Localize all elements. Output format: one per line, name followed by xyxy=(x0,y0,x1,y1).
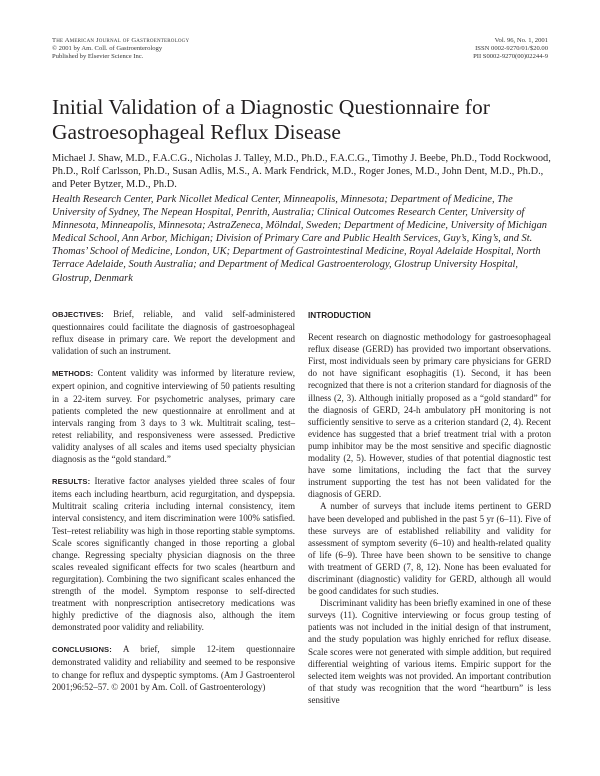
introduction-column xyxy=(308,308,551,706)
publisher-line: Published by Elsevier Science Inc. xyxy=(52,53,144,61)
objectives-text: Brief, reliable, and valid self-administered questionnaires could facilitate the diagnosis of gastroesophageal reflux disease in primary care. We report the development and validation of such an instrument. xyxy=(52,309,295,357)
results-label: RESULTS: xyxy=(52,477,91,487)
abstract-results xyxy=(52,475,295,633)
abstract-methods xyxy=(52,367,295,465)
author-list: Michael J. Shaw, M.D., F.A.C.G., Nicholas J. Talley, M.D., Ph.D., F.A.C.G., Timothy J. Beebe, Ph.D., Todd Rockwood, Ph.D., Rolf Carlsson, Ph.D., Susan Adlis, M.S., A. Mark Fendrick, M.D., Roger Jones, M.D., John Dent, M.D., Ph.D., and Peter Bytzer, M.D., Ph.D. xyxy=(52,153,551,191)
results-text: Iterative factor analyses yielded three scales of four items each including heartburn, acid regurgitation, and dyspepsia. Multitrait scaling criteria including internal consistency, item interval consistency, and item discrimination were 100% satisfied. Test–retest reliability was high in those reporting stable symptoms. Scale scores significantly changed in those reporting a global change. Regressing specialty physician diagnosis on the three scales revealed significant effects for two scales (heartburn and regurgitation). Combining the two significant scales enhanced the strength of the model. Symptom response to self-directed treatment with nonprescription antisecretory medications was highly predictive of the diagnosis also, although the item demonstrated poor validity and reliability. xyxy=(52,476,295,633)
abstract-conclusions xyxy=(52,643,295,692)
methods-text: Content validity was informed by literature review, expert opinion, and cognitive interviewing of 50 patients resulting in a 22-item survey. For psychometric analyses, primary care patients completed the new questionnaire at enrollment and at intervals ranging from 3 days to 3 wk. Multitrait scaling, test–retest reliability, and responsiveness were assessed. Predictive validity analyses of all scales and items used specialty physician diagnosis as the “gold standard.” xyxy=(52,368,295,465)
abstract-objectives xyxy=(52,308,295,357)
intro-paragraph: A number of surveys that include items pertinent to GERD have been developed and published in the past 5 yr (6–11). Five of these surveys are of established reliability and validity for assessment of symptom severity (6–10) and health-related quality of life (6–9). Three have been shown to be sensitive to change with treatment of GERD (7, 8, 12). None has been evaluated for discriminant (diagnostic) validity for GERD, although all would be good candidates for such studies. xyxy=(308,501,551,597)
volume-line: Vol. 96, No. 1, 2001 xyxy=(494,37,548,44)
conclusions-label: CONCLUSIONS: xyxy=(52,645,112,655)
abstract-column xyxy=(52,308,295,703)
intro-paragraph: Discriminant validity has been briefly examined in one of these surveys (11). Cognitive interviewing or focus group testing of patients was not included in the initial design of that instrument, and the study population was highly enriched for reflux disease. Scale scores were not generated with simple addition, but required differential weighting of various items. Empiric support for the selected item weights was not provided. An important contribution of that study was recognition that the word “heartburn” is less sensitive xyxy=(308,598,551,705)
pii-line: PII S0002-9270(00)02244-9 xyxy=(473,53,548,61)
methods-label: METHODS: xyxy=(52,369,94,379)
intro-paragraph: Recent research on diagnostic methodology for gastroesophageal reflux disease (GERD) has provided two important observations. First, most individuals seen by primary care physicians for GERD do not have significant esophagitis (1). Second, it has been recognized that there is not a criterion standard for diagnosis of the illness (2, 3). Although initially proposed as a “gold standard” for the diagnosis of GERD, 24-h ambulatory pH monitoring is not sufficiently sensitive to serve as a criterion standard (2, 4). Recent evidence has suggested that a brief treatment trial with a proton pump inhibitor may be the most sensitive and specific diagnostic modality (2, 5). However, studies of that potential diagnostic test have some limitations, including the fact that the survey instrument supporting the test has not been validated for the diagnosis of GERD. xyxy=(308,332,551,500)
copyright-line: © 2001 by Am. Coll. of Gastroenterology xyxy=(52,45,163,53)
journal-header-left xyxy=(52,37,189,62)
objectives-label: OBJECTIVES: xyxy=(52,310,104,319)
conclusions-text: A brief, simple 12-item questionnaire demonstrated validity and reliability and seemed to be responsive to change for reflux and dyspeptic symptoms. (Am J Gastroenterol 2001;96:52–57. © 2001 by Am. Coll. of Gastroenterology) xyxy=(52,644,296,692)
article-title: Initial Validation of a Diagnostic Questionnaire for Gastroesophageal Reflux Disease xyxy=(52,95,490,144)
affiliations: Health Research Center, Park Nicollet Medical Center, Minneapolis, Minnesota; Department of Medicine, The University of Sydney, The Nepean Hospital, Penrith, Australia; Clinical Outcomes Research Center, University of Minnesota, Minneapolis, Minnesota; AstraZeneca, Mölndal, Sweden; Department of Medicine, University of Michigan Medical School, Ann Arbor, Michigan; Division of Primary Care and Public Health Services, Guy’s, King’s, and St. Thomas’ School of Medicine, London, UK; Department of Gastrointestinal Medicine, Royal Adelaide Hospital, North Terrace Adelaide, South Australia; and Department of Medical Gastroenterology, Glostrup University Hospital, Glostrup, Denmark xyxy=(52,194,548,284)
introduction-heading: INTRODUCTION xyxy=(308,311,371,320)
issn-line: ISSN 0002-9270/01/$20.00 xyxy=(475,45,548,53)
journal-name: The American Journal of Gastroenterology xyxy=(52,37,190,44)
journal-header-right xyxy=(473,37,548,62)
